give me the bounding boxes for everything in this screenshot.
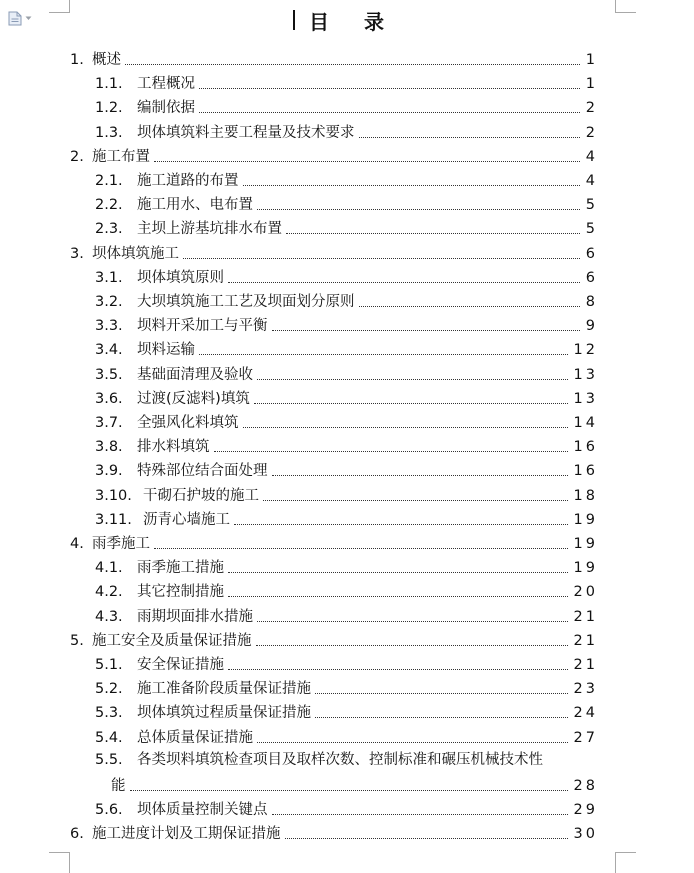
toc-dot-leader [183, 258, 580, 259]
toc-entry-page: 5 [585, 197, 598, 214]
toc-dot-leader [228, 596, 568, 597]
toc-entry[interactable] [95, 435, 598, 457]
toc-entry[interactable] [95, 580, 598, 602]
toc-entry-page: 12 [573, 342, 598, 359]
toc-entry-label: 雨季施工措施 [137, 560, 224, 577]
toc-entry[interactable] [95, 605, 598, 627]
toc-entry[interactable] [70, 145, 598, 167]
toc-entry-first-line[interactable] [95, 750, 543, 770]
toc-entry-number: 3.2. [95, 294, 123, 310]
toc-entry[interactable] [95, 72, 598, 94]
toc-entry-page: 16 [573, 463, 598, 480]
toc-dot-leader [199, 88, 580, 89]
toc-entry-label: 安全保证措施 [137, 657, 224, 673]
toc-dot-leader [125, 64, 580, 65]
toc-entry[interactable] [95, 266, 598, 288]
toc-entry[interactable] [95, 701, 598, 723]
toc-entry-number: 3. [70, 245, 84, 262]
toc-entry-number: 4.3. [95, 608, 123, 625]
toc-entry-label: 施工布置 [92, 148, 150, 165]
toc-entry-number: 5.5. [95, 751, 123, 768]
toc-entry-page: 13 [573, 390, 598, 407]
toc-entry-label: 其它控制措施 [137, 584, 224, 601]
toc-entry-page: 21 [573, 657, 598, 673]
toc-entry-page: 4 [585, 148, 598, 165]
toc-entry-number: 4.1. [95, 560, 123, 577]
toc-dot-leader [234, 524, 568, 525]
toc-entry-page: 6 [585, 245, 598, 262]
toc-entry[interactable] [70, 532, 598, 554]
toc-entry-page: 2 [585, 124, 598, 141]
toc-entry-number: 5.6. [95, 802, 123, 819]
toc-dot-leader [257, 209, 580, 210]
toc-entry-number: 3.5. [95, 366, 123, 383]
toc-entry-number: 3.7. [95, 415, 123, 431]
toc-entry-page: 5 [585, 221, 598, 238]
toc-dot-leader [199, 112, 580, 113]
toc-entry-label: 施工准备阶段质量保证措施 [137, 681, 311, 698]
toc-entry-page: 18 [573, 487, 598, 504]
toc-entry-number: 4.2. [95, 584, 123, 601]
toc-entry-label: 坝体质量控制关键点 [137, 802, 268, 819]
toc-entry[interactable] [70, 48, 598, 70]
toc-entry[interactable] [95, 290, 598, 312]
toc-entry-label: 特殊部位结合面处理 [137, 463, 268, 480]
toc-entry-page: 19 [573, 511, 598, 528]
toc-entry-number: 3.9. [95, 463, 123, 480]
toc-entry-number: 1.2. [95, 100, 123, 117]
toc-entry-number: 2. [70, 148, 84, 165]
toc-dot-leader [315, 717, 568, 718]
toc-entry-number: 3.6. [95, 390, 123, 407]
toc-dot-leader [272, 814, 568, 815]
toc-entry[interactable] [70, 822, 598, 844]
crop-mark-bottom-right-h [615, 852, 636, 853]
toc-dot-leader [228, 669, 568, 670]
crop-mark-bottom-left-h [49, 852, 70, 853]
toc-entry-number: 3.1. [95, 269, 123, 286]
toc-entry[interactable] [95, 508, 598, 530]
toc-entry-label: 雨期坝面排水措施 [137, 608, 253, 625]
toc-entry-page: 4 [585, 173, 598, 189]
toc-entry-page: 27 [573, 729, 598, 746]
toc-entry-label: 坝体填筑料主要工程量及技术要求 [137, 124, 355, 141]
toc-entry-number: 3.11. [95, 511, 132, 528]
toc-entry-label: 施工安全及质量保证措施 [92, 632, 252, 649]
crop-mark-bottom-left-v [69, 852, 70, 873]
toc-entry[interactable] [95, 193, 598, 215]
toc-entry-number: 5.4. [95, 729, 123, 746]
toc-entry-page: 9 [585, 318, 598, 335]
toc-entry-label: 雨季施工 [92, 536, 150, 552]
toc-entry-label: 坝料运输 [137, 342, 195, 359]
toc-entry-page: 24 [573, 705, 598, 722]
toc-entry-number: 5. [70, 632, 84, 649]
toc-entry-number: 2.1. [95, 173, 123, 189]
toc-entry-page: 13 [573, 366, 598, 383]
toc-entry-page: 28 [573, 778, 598, 794]
toc-entry-page: 19 [573, 560, 598, 577]
toc-dot-leader [285, 838, 568, 839]
toc-dot-leader [257, 379, 568, 380]
toc-entry-label: 基础面清理及验收 [137, 366, 253, 383]
toc-entry-number: 3.10. [95, 487, 132, 504]
toc-dot-leader [228, 572, 568, 573]
toc-entry[interactable] [111, 774, 598, 796]
toc-entry-number: 1. [70, 52, 84, 68]
toc-entry-page: 16 [573, 439, 598, 456]
toc-entry-label: 沥青心墙施工 [143, 511, 230, 528]
toc-entry[interactable] [95, 484, 598, 506]
toc-entry-page: 20 [573, 584, 598, 601]
toc-entry-label: 干砌石护坡的施工 [143, 487, 259, 504]
toc-entry-page: 1 [585, 76, 598, 93]
toc-entry-number: 2.2. [95, 197, 123, 214]
toc-entry[interactable] [95, 338, 598, 360]
toc-dot-leader [154, 161, 580, 162]
toc-entry[interactable] [95, 798, 598, 820]
toc-entry-number: 5.2. [95, 681, 123, 698]
toc-entry-page: 23 [573, 681, 598, 698]
toc-entry[interactable] [95, 459, 598, 481]
toc-entry-number: 5.1. [95, 657, 123, 673]
page-title[interactable] [0, 6, 694, 35]
toc-entry-page: 29 [573, 802, 598, 819]
toc-entry[interactable] [95, 217, 598, 239]
toc-dot-leader [214, 451, 568, 452]
toc-entry-label: 主坝上游基坑排水布置 [137, 221, 282, 238]
toc-dot-leader [154, 548, 568, 549]
toc-entry-label: 坝料开采加工与平衡 [137, 318, 268, 335]
toc-dot-leader [228, 282, 580, 283]
toc-entry-label: 过渡(反滤料)填筑 [137, 390, 250, 407]
toc-entry-page: 21 [573, 632, 598, 649]
toc-entry-label: 坝体填筑施工 [92, 245, 179, 262]
toc-entry-page: 14 [573, 415, 598, 431]
crop-mark-bottom-right-v [615, 852, 616, 873]
toc-entry-number: 4. [70, 536, 84, 552]
toc-dot-leader [315, 693, 568, 694]
toc-entry[interactable] [95, 387, 598, 409]
toc-entry[interactable] [95, 169, 598, 191]
toc-entry-number: 2.3. [95, 221, 123, 238]
toc-dot-leader [256, 645, 568, 646]
toc-dot-leader [272, 330, 580, 331]
toc-entry-number: 1.3. [95, 124, 123, 141]
toc-entry-number: 3.4. [95, 342, 123, 359]
toc-entry[interactable] [70, 242, 598, 264]
toc-entry[interactable] [95, 96, 598, 118]
toc-entry-page: 2 [585, 100, 598, 117]
toc-entry-page: 6 [585, 269, 598, 286]
toc-entry-label: 编制依据 [137, 100, 195, 117]
toc-dot-leader [286, 233, 580, 234]
toc-entry-label: 全强风化料填筑 [137, 415, 239, 431]
toc-entry-page: 19 [573, 536, 598, 552]
toc-dot-leader [243, 185, 580, 186]
toc-entry-number: 3.8. [95, 439, 123, 456]
toc-entry[interactable] [95, 121, 598, 143]
toc-entry-label: 施工用水、电布置 [137, 197, 253, 214]
toc-entry[interactable] [95, 363, 598, 385]
toc-dot-leader [257, 621, 568, 622]
toc-dot-leader [257, 742, 568, 743]
toc-entry-label: 坝体填筑过程质量保证措施 [137, 705, 311, 722]
toc-entry[interactable] [95, 677, 598, 699]
toc-entry-number: 1.1. [95, 76, 123, 93]
toc-entry[interactable] [95, 556, 598, 578]
title-char-2: 录 [364, 10, 385, 34]
toc-dot-leader [272, 475, 568, 476]
toc-entry[interactable] [70, 629, 598, 651]
toc-entry-label: 施工进度计划及工期保证措施 [92, 826, 281, 843]
toc-dot-leader [130, 790, 568, 791]
toc-entry-label: 施工道路的布置 [137, 173, 239, 189]
toc-dot-leader [243, 427, 568, 428]
toc-entry-label: 大坝填筑施工工艺及坝面划分原则 [137, 294, 355, 310]
toc-dot-leader [263, 500, 568, 501]
toc-entry[interactable] [95, 653, 598, 675]
toc-entry-label: 排水料填筑 [137, 439, 210, 456]
toc-entry-label: 工程概况 [137, 76, 195, 93]
toc-entry-label: 各类坝料填筑检查项目及取样次数、控制标准和碾压机械技术性 [137, 751, 543, 768]
toc-entry[interactable] [95, 726, 598, 748]
title-char-1: 目 [309, 10, 330, 34]
toc-dot-leader [254, 403, 568, 404]
toc-entry[interactable] [95, 411, 598, 433]
toc-entry-page: 21 [573, 608, 598, 625]
toc-dot-leader [199, 354, 568, 355]
toc-entry-number: 3.3. [95, 318, 123, 335]
toc-entry-page: 8 [585, 294, 598, 310]
toc-entry-label: 能 [111, 778, 126, 794]
toc-entry-label: 概述 [92, 52, 121, 68]
toc-entry-page: 30 [573, 826, 598, 843]
toc-dot-leader [359, 137, 580, 138]
toc-dot-leader [359, 306, 580, 307]
toc-entry-page: 1 [585, 52, 598, 68]
toc-entry-number: 5.3. [95, 705, 123, 722]
toc-entry[interactable] [95, 314, 598, 336]
toc-entry-label: 坝体填筑原则 [137, 269, 224, 286]
toc-entry-label: 总体质量保证措施 [137, 729, 253, 746]
toc-entry-number: 6. [70, 826, 84, 843]
